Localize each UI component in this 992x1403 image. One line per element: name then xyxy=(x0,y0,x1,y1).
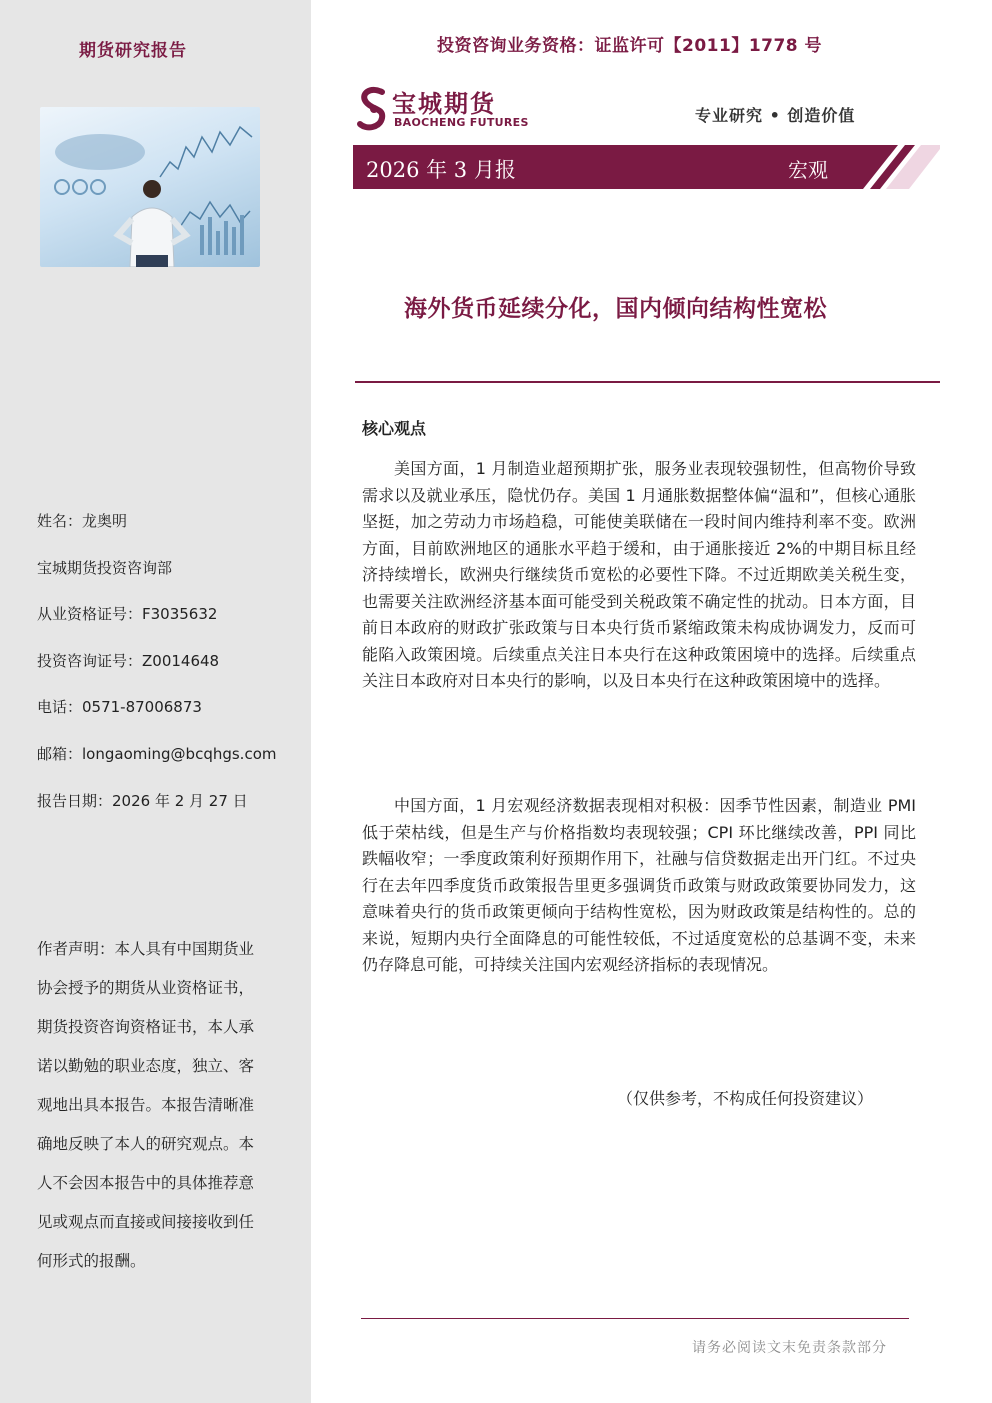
company-logo xyxy=(356,84,529,134)
author-name: 姓名：龙奥明 xyxy=(37,512,128,530)
logo-icon xyxy=(356,86,390,132)
footer-disclaimer-note: 请务必阅读文末免责条款部分 xyxy=(692,1340,887,1356)
footer-divider xyxy=(361,1318,909,1319)
report-period: 2026 年 3 月报 xyxy=(366,158,516,182)
report-category: 宏观 xyxy=(788,158,828,182)
license-line: 投资咨询业务资格：证监许可【2011】1778 号 xyxy=(437,36,823,56)
slogan: 专业研究 • 创造价值 xyxy=(695,106,856,125)
author-disclaimer: 作者声明：本人具有中国期货业协会授予的期货从业资格证书，期货投资咨询资格证书，本人承诺以勤勉的职业态度，独立、客观地出具本报告。本报告清晰准确地反映了本人的研究观点。本人不会因本报告中的具体推荐意见或观点而直接或间接接收到任何形式的报酬。 xyxy=(37,940,255,1270)
paragraph-overseas: 美国方面，1 月制造业超预期扩张，服务业表现较强韧性，但高物价导致需求以及就业承压，隐忧仍存。美国 1 月通胀数据整体偏“温和”，但核心通胀坚挺，加之劳动力市场趋稳，可能使美联储在一段时间内维持利率不变。欧洲方面，目前欧洲地区的通胀水平趋于缓和，由于通胀接近 2%的中期目标且经济持续增长，欧洲央行继续货币宽松的必要性下降。不过近期欧美关税生变，也需要关注欧洲经济基本面可能受到关税政策不确定性的扰动。日本方面，目前日本政府的财政扩张政策与日本央行货币紧缩政策未构成协调发力，反而可能陷入政策困境。后续重点关注日本央行在这种政策困境中的选择。后续重点关注日本政府对日本央行的影响，以及日本央行在这种政策困境中的选择。 xyxy=(362,459,916,690)
report-banner xyxy=(353,145,940,189)
email: 邮箱：longaoming@bcqhgs.com xyxy=(37,745,277,763)
section-heading: 核心观点 xyxy=(362,419,427,438)
title-divider xyxy=(355,381,940,383)
consulting-number: 投资咨询证号：Z0014648 xyxy=(37,652,220,670)
phone: 电话：0571-87006873 xyxy=(37,698,202,716)
logo-text-cn: 宝城期货 xyxy=(392,90,496,118)
doc-type-label: 期货研究报告 xyxy=(79,41,187,61)
report-title: 海外货币延续分化，国内倾向结构性宽松 xyxy=(404,296,827,322)
investment-note: （仅供参考，不构成任何投资建议） xyxy=(617,1089,874,1108)
sidebar xyxy=(0,0,311,1403)
paragraph-china: 中国方面，1 月宏观经济数据表现相对积极：因季节性因素，制造业 PMI 低于荣枯线，但是生产与价格指数均表现较强；CPI 环比继续改善，PPI 同比跌幅收窄；一季度政策利好预期作用下，社融与信贷数据走出开门红。不过央行在去年四季度货币政策报告里更多强调货币政策与财政政策要协同发力，这意味着央行的货币政策更倾向于结构性宽松，因为财政政策是结构性的。总的来说，短期内央行全面降息的可能性较低，不过适度宽松的总基调不变，未来仍存降息可能，可持续关注国内宏观经济指标的表现情况。 xyxy=(362,796,916,974)
hero-image xyxy=(40,107,260,267)
stock-analyst-illustration xyxy=(40,107,260,267)
report-date: 报告日期：2026 年 2 月 27 日 xyxy=(37,792,248,810)
qualification-number: 从业资格证号：F3035632 xyxy=(37,605,218,623)
department: 宝城期货投资咨询部 xyxy=(37,559,173,577)
logo-text-en: BAOCHENG FUTURES xyxy=(394,116,529,129)
